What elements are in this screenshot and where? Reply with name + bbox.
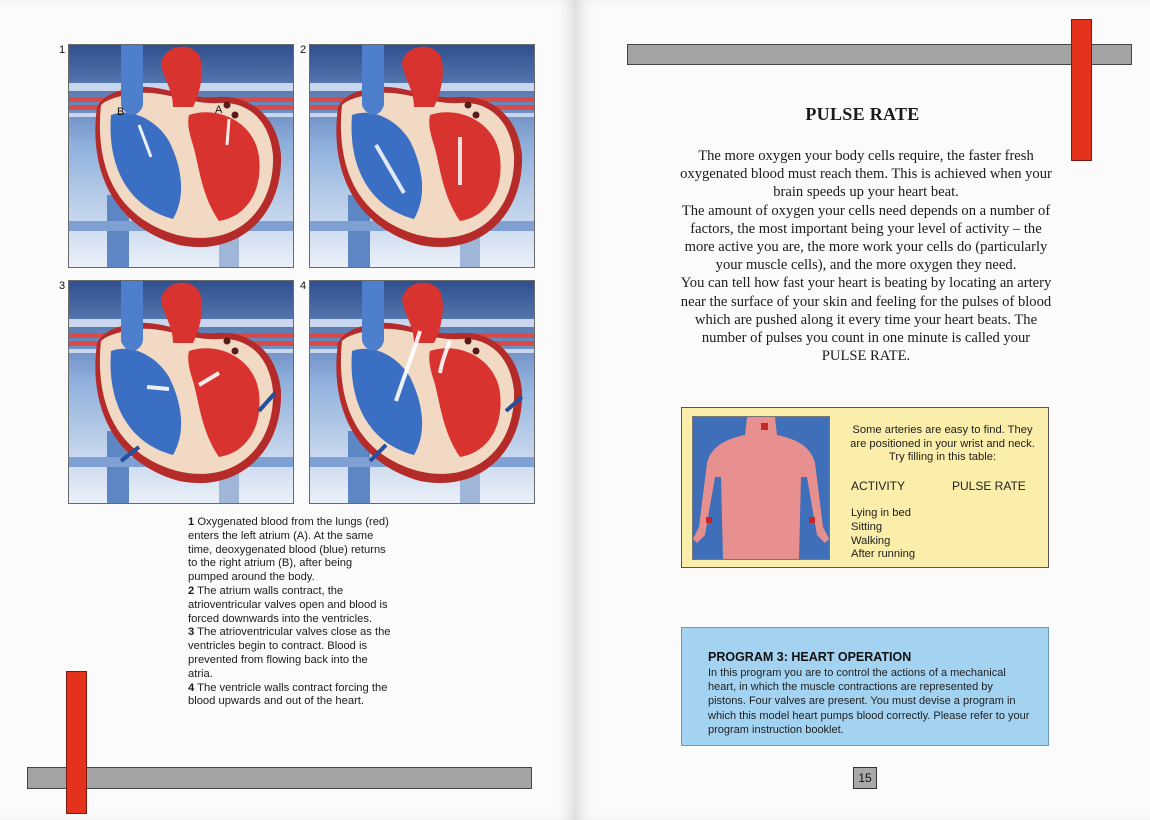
- heart-illustration-3: [69, 281, 293, 503]
- page-number: 15: [853, 767, 877, 789]
- panel-number-3: 3: [59, 280, 66, 292]
- heart-diagram-4: [309, 280, 535, 504]
- caption-step-4: 4 The ventricle walls contract forcing the blood upwards and out of the heart.: [188, 681, 388, 708]
- heart-illustration-4: [310, 281, 534, 503]
- heart-diagram-2: [309, 44, 535, 268]
- footer-red-bar: [66, 671, 87, 814]
- header-red-bar: [1071, 19, 1092, 161]
- heart-diagram-1: [68, 44, 294, 268]
- activity-list: [851, 507, 915, 562]
- diagram-caption: [188, 516, 393, 709]
- heart-illustration-1: [69, 45, 293, 267]
- column-header-pulse-rate: PULSE RATE: [952, 479, 1026, 493]
- caption-step-1: 1 Oxygenated blood from the lungs (red) enters the left atrium (A). At the same time, deoxygenated blood (blue) returns to the right atrium (B), after being pumped around the body.: [188, 516, 389, 584]
- table-intro: Some arteries are easy to find. They are positioned in your wrist and neck. Try filling in this table:: [850, 424, 1035, 464]
- heart-diagram-3: [68, 280, 294, 504]
- panel-number-1: 1: [59, 44, 66, 56]
- label-a: A: [215, 104, 223, 116]
- label-b: B: [117, 106, 125, 118]
- header-grey-bar: [627, 44, 1132, 65]
- right-page: [575, 0, 1150, 820]
- program-box: [681, 627, 1049, 746]
- body-figure-illustration: [693, 417, 829, 559]
- activity-row: Walking: [851, 534, 891, 547]
- paragraph-3: You can tell how fast your heart is beating by locating an artery near the surface of your skin and feeling for the pulses of blood which are pushed along it every time your heart beats. The number of pulses you count in one minute is called your PULSE RATE.: [680, 275, 1052, 365]
- activity-row: Lying in bed: [851, 507, 911, 519]
- body-figure: [692, 416, 830, 560]
- paragraph-2: The amount of oxygen your cells need depends on a number of factors, the most important being your level of activity – the more active you are, the more work your cells do (particularly your muscle cells), and the more oxygen they need.: [681, 202, 1051, 274]
- column-header-activity: ACTIVITY: [851, 479, 906, 493]
- panel-number-2: 2: [300, 44, 307, 56]
- program-description: In this program you are to control the actions of a mechanical heart, in which the muscle contractions are represented by pistons. Four valves are present. You must devise a program in which this model heart pumps blood correctly. Please refer to your program instruction booklet.: [708, 667, 1030, 736]
- paragraph-1: The more oxygen your body cells require, the faster fresh oxygenated blood must reach them. This is achieved when your brain speeds up your heart beat.: [680, 148, 1052, 201]
- page-title: PULSE RATE: [805, 104, 920, 124]
- activity-row: After running: [851, 548, 916, 561]
- activity-row: Sitting: [851, 520, 883, 533]
- panel-number-4: 4: [300, 280, 307, 292]
- pulse-rate-text: [678, 147, 1054, 365]
- footer-grey-bar: [27, 767, 532, 789]
- program-title: PROGRAM 3: HEART OPERATION: [708, 650, 912, 664]
- heart-illustration-2: [310, 45, 534, 267]
- caption-step-3: 3 The atrioventricular valves close as the ventricles begin to contract. Blood is prevented from flowing back into the atria.: [188, 626, 391, 680]
- pulse-table-box: [681, 407, 1049, 568]
- caption-step-2: 2 The atrium walls contract, the atrioventricular valves open and blood is forced downwards into the ventricles.: [188, 584, 388, 625]
